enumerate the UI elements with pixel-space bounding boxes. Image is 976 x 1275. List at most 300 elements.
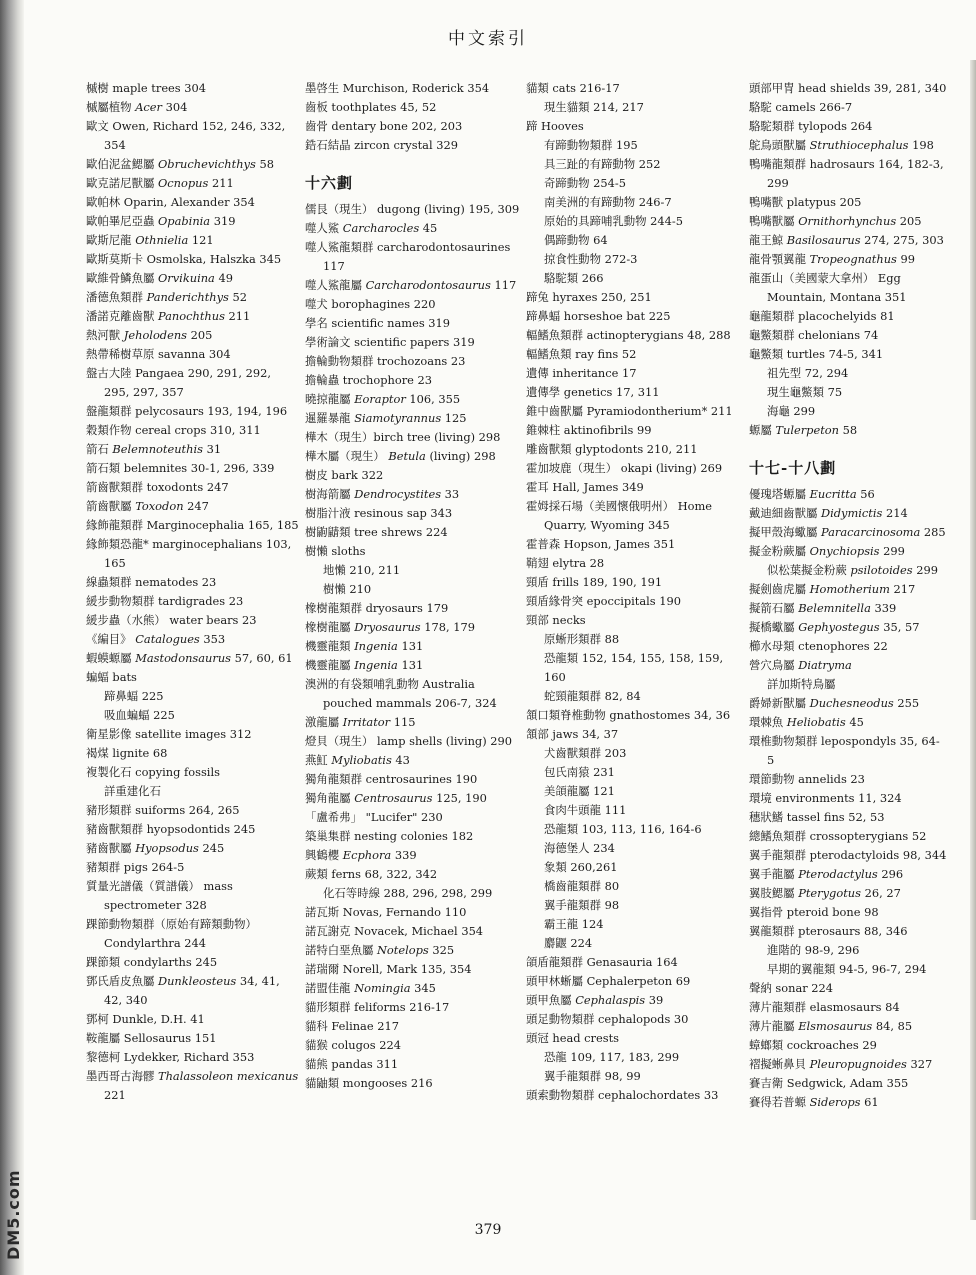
- entry-latin-name: Jeholodens: [123, 328, 188, 342]
- entry-latin-name: Orvikuina: [157, 271, 215, 285]
- index-entry: [305, 637, 520, 656]
- entry-pages: 178, 179: [420, 620, 476, 634]
- entry-text: 似松葉擬金粉蕨: [767, 563, 851, 577]
- entry-pages: 339: [870, 601, 897, 615]
- entry-latin-name: Dryosaurus: [354, 620, 421, 634]
- entry-text: 詳加斯特鳥屬: [767, 677, 836, 691]
- entry-text: 機靈龍類: [305, 639, 355, 653]
- entry-text: 鞍龍屬 Sellosaurus 151: [86, 1031, 217, 1045]
- index-entry: [749, 656, 948, 675]
- index-entry: [526, 592, 743, 611]
- index-entry: [526, 972, 743, 991]
- index-subentry: [749, 675, 948, 694]
- entry-text: 樹脂汁液 resinous sap 343: [305, 506, 453, 520]
- index-entry: [526, 1086, 743, 1105]
- entry-pages: 299: [912, 563, 938, 577]
- entry-text: 擬甲殼海蠍屬: [749, 525, 821, 539]
- entry-text: 海龜 299: [767, 404, 816, 418]
- entry-text: 蹄兔 hyraxes 250, 251: [526, 290, 652, 304]
- entry-text: 恐龍類 103, 113, 116, 164-6: [544, 822, 702, 836]
- index-entry: [526, 1010, 743, 1029]
- index-subentry: [526, 269, 743, 288]
- entry-text: 駱駝類群 tylopods 264: [749, 119, 873, 133]
- entry-text: 頭索動物類群 cephalochordates 33: [526, 1088, 719, 1102]
- index-entry: [305, 523, 520, 542]
- index-entry: [749, 884, 948, 903]
- entry-latin-name: Siamotyrannus: [354, 411, 442, 425]
- index-entry: [305, 656, 520, 675]
- entry-text: 頭足動物類群 cephalopods 30: [526, 1012, 689, 1026]
- index-entry: [86, 1029, 299, 1048]
- index-entry: [86, 326, 299, 345]
- index-entry: [749, 922, 948, 941]
- entry-text: 擬橋蠍屬: [749, 620, 799, 634]
- index-entry: [526, 117, 743, 136]
- index-entry: [749, 789, 948, 808]
- entry-text: 賽得若普螈: [749, 1095, 810, 1109]
- index-column-3: [526, 79, 749, 1112]
- entry-text: 吸血蝙蝠 225: [104, 708, 175, 722]
- entry-text: 墨西哥古海髎: [86, 1069, 158, 1083]
- entry-pages: 58: [255, 157, 274, 171]
- index-entry: [526, 326, 743, 345]
- index-entry: [86, 1067, 299, 1105]
- index-entry: [86, 155, 299, 174]
- entry-text: 輻鰭魚類群 actinopterygians 48, 288: [526, 328, 731, 342]
- entry-latin-name: Panderichthys: [146, 290, 229, 304]
- entry-pages: 56: [856, 487, 875, 501]
- index-entry: [305, 352, 520, 371]
- index-entry: [749, 808, 948, 827]
- index-entry: [86, 497, 299, 516]
- entry-text: 踝節動物類群（原始有蹄類動物） Condylarthra 244: [86, 917, 257, 950]
- entry-latin-name: Onychiopsis: [809, 544, 880, 558]
- entry-text: 鋯石結晶 zircon crystal 329: [305, 138, 458, 152]
- entry-latin-name: Toxodon: [135, 499, 184, 513]
- entry-latin-name: Duchesneodus: [809, 696, 894, 710]
- entry-text: 南美洲的有蹄動物 246-7: [544, 195, 672, 209]
- entry-text: 興鶴櫻: [305, 848, 343, 862]
- entry-latin-name: Othnielia: [135, 233, 189, 247]
- entry-latin-name: Diatryma: [798, 658, 852, 672]
- index-entry: [526, 440, 743, 459]
- entry-pages: 131: [397, 658, 424, 672]
- index-subentry: [526, 193, 743, 212]
- entry-latin-name: Ecphora: [342, 848, 392, 862]
- entry-text: 翼手龍類群 98, 99: [544, 1069, 641, 1083]
- index-entry: [86, 725, 299, 744]
- entry-pages: 304: [161, 100, 188, 114]
- entry-text: 有蹄動物類群 195: [544, 138, 638, 152]
- entry-text: 歐斯莫斯卡 Osmolska, Halszka 345: [86, 252, 282, 266]
- index-entry: [305, 998, 520, 1017]
- index-entry: [305, 314, 520, 333]
- index-entry: [305, 238, 520, 276]
- index-entry: [305, 219, 520, 238]
- entry-pages: 353: [199, 632, 226, 646]
- entry-text: 諾盟佳龍: [305, 981, 355, 995]
- entry-pages: 115: [390, 715, 416, 729]
- index-entry: [86, 630, 299, 649]
- site-watermark: DM5.com: [4, 1169, 23, 1260]
- index-columns: [86, 79, 954, 1112]
- entry-text: 食肉牛頭龍 111: [544, 803, 627, 817]
- entry-text: 鄧柯 Dunkle, D.H. 41: [86, 1012, 205, 1026]
- entry-pages: 211: [224, 309, 251, 323]
- entry-text: 「盧希弗」 "Lucifer" 230: [305, 810, 443, 824]
- entry-text: 龜鱉類 turtles 74-5, 341: [749, 347, 884, 361]
- index-entry: [305, 79, 520, 98]
- entry-latin-name: Panochthus: [157, 309, 225, 323]
- entry-text: 齒骨 dentary bone 202, 203: [305, 119, 463, 133]
- index-entry: [305, 713, 520, 732]
- index-entry: [526, 402, 743, 421]
- entry-text: 現生貓類 214, 217: [544, 100, 644, 114]
- entry-text: 歐斯尼龍: [86, 233, 136, 247]
- entry-text: 《編目》: [86, 632, 136, 646]
- index-entry: [86, 364, 299, 402]
- index-subentry: [526, 877, 743, 896]
- entry-text: 歐文 Owen, Richard 152, 246, 332, 354: [86, 119, 286, 152]
- entry-text: 獨角龍類群 centrosaurines 190: [305, 772, 478, 786]
- index-entry: [749, 637, 948, 656]
- entry-pages: 57, 60, 61: [231, 651, 293, 665]
- index-entry: [305, 960, 520, 979]
- entry-text: 奇蹄動物 254-5: [544, 176, 627, 190]
- index-entry: [749, 307, 948, 326]
- entry-text: 線蟲類群 nematodes 23: [86, 575, 217, 589]
- entry-pages: 247: [183, 499, 209, 513]
- index-entry: [86, 611, 299, 630]
- entry-text: 豬齒獸屬: [86, 841, 136, 855]
- index-entry: [526, 79, 743, 98]
- entry-latin-name: Nomingia: [354, 981, 411, 995]
- entry-text: 貓猴 colugos 224: [305, 1038, 401, 1052]
- index-entry: [305, 732, 520, 751]
- index-subentry: [305, 561, 520, 580]
- entry-text: 恐龍類 152, 154, 155, 158, 159, 160: [544, 651, 724, 684]
- index-entry: [749, 542, 948, 561]
- entry-text: 擬劍齒虎屬: [749, 582, 810, 596]
- entry-text: 頷口類脊椎動物 gnathostomes 34, 36: [526, 708, 731, 722]
- entry-text: 總鰭魚類群 crossopterygians 52: [749, 829, 927, 843]
- entry-text: 貓鼬類 mongooses 216: [305, 1076, 433, 1090]
- index-column-1: [86, 79, 305, 1112]
- entry-text: 擔輪動物類群 trochozoans 23: [305, 354, 466, 368]
- index-entry: [749, 998, 948, 1017]
- index-subentry: [526, 649, 743, 687]
- index-entry: [86, 801, 299, 820]
- entry-text: 頭甲魚屬: [526, 993, 576, 1007]
- entry-text: 獨角龍屬: [305, 791, 355, 805]
- index-subentry: [526, 744, 743, 763]
- entry-text: 螈屬: [749, 423, 776, 437]
- index-entry: [749, 599, 948, 618]
- index-subentry: [526, 136, 743, 155]
- entry-latin-name: Ingenia: [354, 639, 398, 653]
- entry-text: 擬金粉蕨屬: [749, 544, 810, 558]
- entry-text: 箭齒獸類群 toxodonts 247: [86, 480, 229, 494]
- entry-text: 箭齒獸屬: [86, 499, 136, 513]
- index-entry: [749, 770, 948, 789]
- index-entry: [305, 276, 520, 295]
- entry-text: 齒板 toothplates 45, 52: [305, 100, 437, 114]
- index-entry: [749, 846, 948, 865]
- index-entry: [749, 580, 948, 599]
- index-entry: [749, 713, 948, 732]
- entry-text: 橡樹龍類群 dryosaurs 179: [305, 601, 449, 615]
- entry-text: 樺木（現生）birch tree (living) 298: [305, 430, 501, 444]
- index-entry: [305, 808, 520, 827]
- index-entry: [86, 915, 299, 953]
- entry-pages: 49: [214, 271, 233, 285]
- entry-text: 複製化石 copying fossils: [86, 765, 220, 779]
- entry-text: 錐棘柱 aktinofibrils 99: [526, 423, 652, 437]
- entry-latin-name: Elsmosaurus: [798, 1019, 873, 1033]
- entry-text: 環椎動物類群 lepospondyls 35, 64- 5: [749, 734, 940, 767]
- index-entry: [749, 504, 948, 523]
- entry-text: 地懶 210, 211: [323, 563, 401, 577]
- entry-text: 營穴鳥屬: [749, 658, 799, 672]
- entry-text: 熱帶稀樹草原 savanna 304: [86, 347, 231, 361]
- entry-pages: 106, 355: [405, 392, 461, 406]
- index-entry: [749, 523, 948, 542]
- index-subentry: [749, 383, 948, 402]
- entry-text: 潘諾克離齒獸: [86, 309, 158, 323]
- index-entry: [749, 618, 948, 637]
- index-entry: [86, 402, 299, 421]
- entry-text: 踝節類 condylarths 245: [86, 955, 218, 969]
- index-entry: [305, 618, 520, 637]
- index-entry: [86, 117, 299, 155]
- entry-latin-name: Paracarcinosoma: [820, 525, 921, 539]
- index-entry: [305, 1074, 520, 1093]
- index-entry: [305, 371, 520, 390]
- index-entry: [86, 649, 299, 668]
- section-heading: 十六劃: [305, 174, 354, 192]
- entry-latin-name: Heliobatis: [786, 715, 846, 729]
- entry-latin-name: Acer: [135, 100, 162, 114]
- entry-pages: 285: [920, 525, 946, 539]
- entry-text: 具三趾的有蹄動物 252: [544, 157, 661, 171]
- index-subentry: [749, 960, 948, 979]
- index-entry: [305, 1055, 520, 1074]
- entry-text: 頸盾 frills 189, 190, 191: [526, 575, 663, 589]
- entry-pages: 205: [187, 328, 213, 342]
- entry-latin-name: Eoraptor: [354, 392, 406, 406]
- index-subentry: [749, 402, 948, 421]
- index-subentry: [86, 687, 299, 706]
- index-entry: [749, 485, 948, 504]
- entry-text: 熱河獸: [86, 328, 124, 342]
- entry-text: 諾特白堊魚屬: [305, 943, 377, 957]
- entry-pages: 45: [845, 715, 864, 729]
- entry-text: 霍加坡鹿（現生） okapi (living) 269: [526, 461, 723, 475]
- index-entry: [749, 345, 948, 364]
- entry-text: 貓科 Felinae 217: [305, 1019, 399, 1033]
- index-entry: [86, 193, 299, 212]
- index-entry: [305, 333, 520, 352]
- entry-text: 豬齒獸類群 hyopsodontids 245: [86, 822, 256, 836]
- index-entry: [526, 288, 743, 307]
- index-entry: [305, 922, 520, 941]
- entry-text: 箭石類 belemnites 30-1, 296, 339: [86, 461, 275, 475]
- index-entry: [526, 497, 743, 535]
- entry-text: 遺傳學 genetics 17, 311: [526, 385, 660, 399]
- index-subentry: [526, 155, 743, 174]
- entry-latin-name: Tulerpeton: [775, 423, 839, 437]
- entry-pages: 33: [441, 487, 460, 501]
- entry-text: 翼手龍屬: [749, 867, 799, 881]
- entry-latin-name: Homotherium: [809, 582, 890, 596]
- index-entry: [526, 364, 743, 383]
- entry-text: 樹皮 bark 322: [305, 468, 384, 482]
- entry-text: 歐帕林 Oparin, Alexander 354: [86, 195, 255, 209]
- index-entry: [749, 421, 948, 440]
- index-entry: [305, 846, 520, 865]
- entry-text: 鴕鳥頭獸屬: [749, 138, 810, 152]
- entry-pages: 221: [104, 1088, 126, 1102]
- entry-pages: 205: [896, 214, 922, 228]
- entry-text: 盤古大陸 Pangaea 290, 291, 292, 295, 297, 357: [86, 366, 272, 399]
- index-entry: [749, 979, 948, 998]
- index-entry: [749, 1093, 948, 1112]
- entry-text: 翼手龍類群 pterodactyloids 98, 344: [749, 848, 947, 862]
- index-entry: [86, 972, 299, 1010]
- entry-text: 賽吉衛 Sedgwick, Adam 355: [749, 1076, 909, 1090]
- entry-pages: 214: [882, 506, 908, 520]
- entry-text: 槭樹 maple trees 304: [86, 81, 207, 95]
- entry-text: 質量光譜儀（質譜儀） mass spectrometer 328: [86, 879, 233, 912]
- entry-text: 緣飾類恐龍* marginocephalians 103, 165: [86, 537, 292, 570]
- entry-pages: 327: [906, 1057, 933, 1071]
- entry-text: 霸王龍 124: [544, 917, 604, 931]
- index-entry: [305, 827, 520, 846]
- entry-text: 蹄鼻蝠 225: [104, 689, 164, 703]
- entry-latin-name: Thalassoleon mexicanus: [157, 1069, 299, 1083]
- entry-text: 蹄鼻蝠 horseshoe bat 225: [526, 309, 671, 323]
- entry-pages: 325: [428, 943, 455, 957]
- entry-text: 學術論文 scientific papers 319: [305, 335, 475, 349]
- index-entry: [86, 212, 299, 231]
- index-entry: [526, 459, 743, 478]
- index-entry: [526, 725, 743, 744]
- index-column-2: [305, 79, 526, 1112]
- entry-latin-name: Obruchevichthys: [157, 157, 256, 171]
- entry-text: 曉掠龍屬: [305, 392, 355, 406]
- entry-text: 褶擬蜥鼻貝: [749, 1057, 810, 1071]
- index-entry: [305, 599, 520, 618]
- entry-text: 學名 scientific names 319: [305, 316, 451, 330]
- index-entry: [526, 345, 743, 364]
- entry-pages: 35, 57: [879, 620, 920, 634]
- entry-latin-name: Mastodonsaurus: [135, 651, 232, 665]
- entry-text: 噬人鯊龍類群 carcharodontosaurines 117: [305, 240, 511, 273]
- entry-text: 遺傳 inheritance 17: [526, 366, 637, 380]
- index-entry: [526, 573, 743, 592]
- entry-pages: (living) 298: [425, 449, 496, 463]
- entry-text: 龍蛋山（美國蒙大拿州） Egg Mountain, Montana 351: [749, 271, 907, 304]
- entry-text: 恐龍 109, 117, 183, 299: [544, 1050, 680, 1064]
- entry-text: 環境 environments 11, 324: [749, 791, 902, 805]
- index-entry: [749, 827, 948, 846]
- entry-text: 鴨嘴獸 platypus 205: [749, 195, 862, 209]
- index-entry: [86, 820, 299, 839]
- entry-text: 歐伯泥盆鰓屬: [86, 157, 158, 171]
- entry-text: 穗狀鰭 tassel fins 52, 53: [749, 810, 885, 824]
- entry-text: 歐維骨鱗魚屬: [86, 271, 158, 285]
- entry-text: 輻鰭魚類 ray fins 52: [526, 347, 637, 361]
- page-title: 中文索引: [448, 29, 528, 49]
- entry-pages: 299: [879, 544, 905, 558]
- entry-text: 進階的 98-9, 296: [767, 943, 860, 957]
- index-subentry: [526, 858, 743, 877]
- index-entry: [526, 991, 743, 1010]
- entry-text: 樹懶 210: [323, 582, 372, 596]
- entry-text: 霍普森 Hopson, James 351: [526, 537, 676, 551]
- entry-text: 頭部甲冑 head shields 39, 281, 340: [749, 81, 947, 95]
- index-entry: [86, 877, 299, 915]
- index-entry: [749, 193, 948, 212]
- index-entry: [526, 307, 743, 326]
- index-entry: [86, 307, 299, 326]
- entry-pages: 52: [228, 290, 248, 304]
- entry-latin-name: Siderops: [809, 1095, 861, 1109]
- index-entry: [86, 79, 299, 98]
- entry-text: 噬人鯊: [305, 221, 343, 235]
- index-entry: [305, 409, 520, 428]
- index-entry: [305, 504, 520, 523]
- index-column-4: [749, 79, 954, 1112]
- entry-text: 爵婦新獸屬: [749, 696, 810, 710]
- entry-text: 原蜥形類群 88: [544, 632, 620, 646]
- index-entry: [86, 1010, 299, 1029]
- entry-pages: 125: [441, 411, 467, 425]
- entry-latin-name: Irritator: [342, 715, 391, 729]
- entry-pages: 211: [208, 176, 234, 190]
- entry-text: 橋齒龍類群 80: [544, 879, 620, 893]
- entry-text: 雕齒獸類 glyptodonts 210, 211: [526, 442, 698, 456]
- entry-pages: 345: [410, 981, 436, 995]
- entry-text: 頭甲林蜥屬 Cephalerpeton 69: [526, 974, 691, 988]
- index-subentry: [526, 1067, 743, 1086]
- entry-pages: 319: [210, 214, 236, 228]
- index-entry: [749, 212, 948, 231]
- page-edge: [970, 60, 976, 1220]
- entry-text: 麝鼴 224: [544, 936, 593, 950]
- index-subentry: [526, 1048, 743, 1067]
- index-subentry: [526, 915, 743, 934]
- entry-latin-name: Ocnopus: [157, 176, 209, 190]
- index-entry: [305, 136, 520, 155]
- entry-latin-name: Belemnoteuthis: [112, 442, 203, 456]
- index-entry: [305, 979, 520, 998]
- entry-text: 蝦蟆螈屬: [86, 651, 136, 665]
- entry-text: 翼手龍類群 98: [544, 898, 620, 912]
- index-entry: [86, 953, 299, 972]
- entry-text: 蹄 Hooves: [526, 119, 584, 133]
- index-entry: [526, 611, 743, 630]
- index-entry: [86, 858, 299, 877]
- index-entry: [86, 421, 299, 440]
- entry-text: 薄片龍類群 elasmosaurs 84: [749, 1000, 900, 1014]
- index-entry: [749, 903, 948, 922]
- entry-text: 鴨嘴龍類群 hadrosaurs 164, 182-3, 299: [749, 157, 944, 190]
- index-entry: [86, 535, 299, 573]
- index-entry: [86, 668, 299, 687]
- entry-pages: 34, 41, 42, 340: [104, 974, 280, 1007]
- entry-pages: 117: [490, 278, 517, 292]
